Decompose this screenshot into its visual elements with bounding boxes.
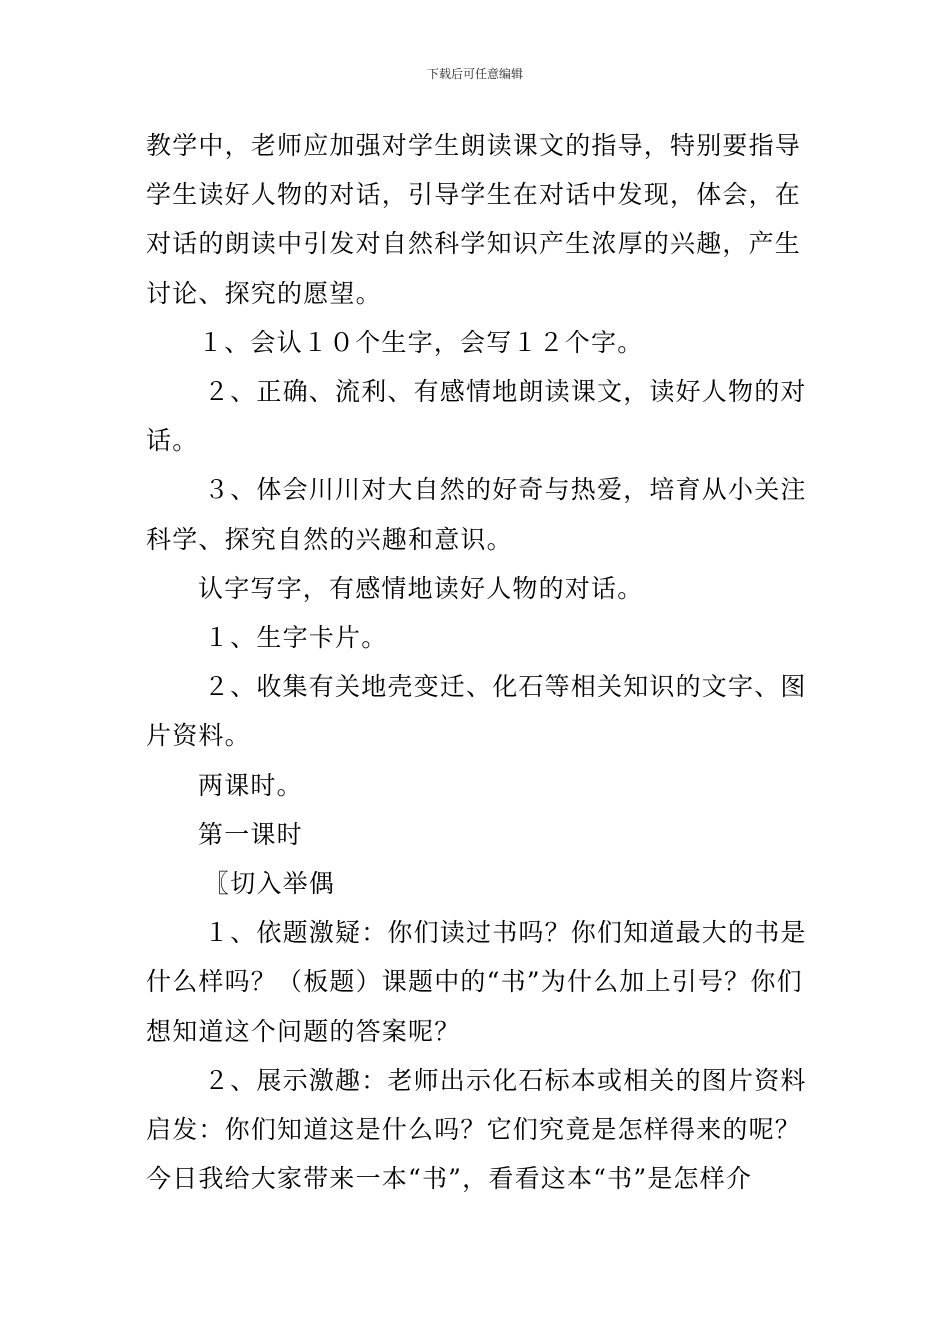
section-heading-first-lesson: 第一课时 [198,819,303,849]
paragraph-prep-1: １、生字卡片。 [204,623,388,653]
paragraph-step-2: ２、展示激趣：老师出示化石标本或相关的图片资料启发：你们知道这是什么吗？它们究竟是怎样得来的呢？今日我给大家带来一本“书”，看看这本“书”是怎样介 [146,1065,807,1194]
paragraph-goal-3: ３、体会川川对大自然的好奇与热爱，培育从小关注科学、探究自然的兴趣和意识。 [146,475,807,554]
paragraph-goal-2: ２、正确、流利、有感情地朗读课文，读好人物的对话。 [146,377,807,456]
section-heading-intro: 〖切入举偶 [204,869,336,899]
paragraph-duration: 两课时。 [198,770,303,800]
paragraph-prep-2: ２、收集有关地壳变迁、化石等相关知识的文字、图片资料。 [146,672,807,751]
paragraph-key-points: 认字写字，有感情地读好人物的对话。 [198,573,644,603]
paragraph-goal-1: １、会认１０个生字，会写１２个字。 [198,327,644,357]
document-body [146,121,810,1203]
page-header: 下载后可任意编辑 [426,67,523,81]
paragraph-teaching-note: 教学中，老师应加强对学生朗读课文的指导，特别要指导学生读好人物的对话，引导学生在对话中发现，体会，在对话的朗读中引发对自然科学知识产生浓厚的兴趣，产生讨论、探究的愿望。 [146,131,802,308]
paragraph-step-1: １、依题激疑：你们读过书吗？你们知道最大的书是什么样吗？（板题）课题中的“书”为什么加上引号？你们想知道这个问题的答案呢？ [146,918,807,1046]
